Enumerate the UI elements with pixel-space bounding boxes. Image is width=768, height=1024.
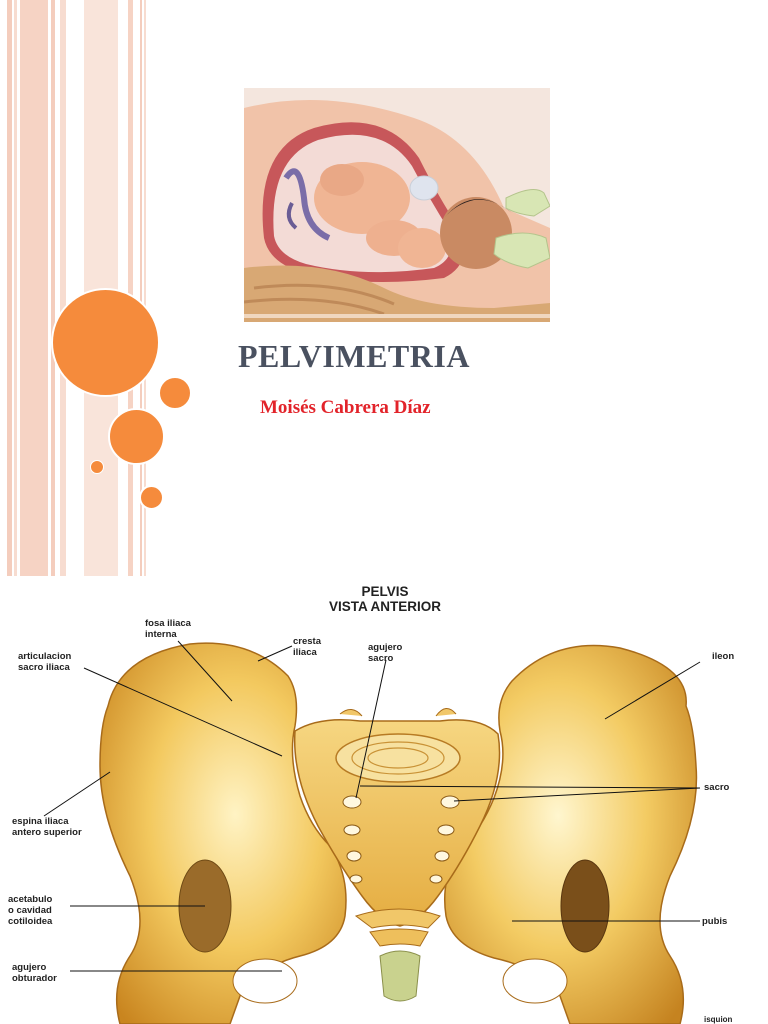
label-line: articulacion <box>18 651 72 662</box>
label-articulacion-sacro-iliaca <box>18 651 71 673</box>
label-line: cotiloidea <box>8 916 53 927</box>
label-sacro <box>704 782 729 793</box>
right-ilium <box>445 645 697 1024</box>
decorative-stripe <box>128 0 133 576</box>
decorative-stripe <box>20 0 48 576</box>
label-isquion <box>704 1014 732 1024</box>
label-line: interna <box>145 629 177 640</box>
label-line: pubis <box>702 916 728 927</box>
label-line: agujero <box>368 642 403 653</box>
label-line: sacro <box>704 782 730 793</box>
label-line: cresta <box>293 636 321 647</box>
label-line: antero superior <box>12 827 82 838</box>
decorative-stripe <box>60 0 66 576</box>
decorative-circle <box>90 460 104 474</box>
decorative-circle <box>108 408 165 465</box>
diagram-subheading: VISTA ANTERIOR <box>328 599 441 614</box>
left-ilium <box>100 643 346 1024</box>
pelvis-slide <box>0 576 768 1024</box>
decorative-circle-large <box>51 288 160 397</box>
label-line: fosa iliaca <box>145 618 191 629</box>
label-agujero-obturador <box>12 962 57 984</box>
author-name: Moisés Cabrera Díaz <box>260 397 431 418</box>
childbirth-illustration <box>244 88 550 322</box>
label-agujero-sacro <box>368 642 402 664</box>
label-fosa-iliaca <box>145 618 191 640</box>
label-line: isquion <box>704 1015 733 1024</box>
label-acetabulo <box>8 894 52 927</box>
label-line: o cavidad <box>8 905 52 916</box>
decorative-stripe <box>51 0 55 576</box>
label-pubis <box>702 916 727 927</box>
label-line: agujero <box>12 962 47 973</box>
label-line: sacro iliaca <box>18 662 70 673</box>
diagram-heading: PELVIS <box>361 584 409 599</box>
childbirth-drawing <box>244 88 550 322</box>
label-line: acetabulo <box>8 894 53 905</box>
label-line: sacro <box>368 653 394 664</box>
label-ileon <box>712 651 734 662</box>
decorative-stripe <box>14 0 17 576</box>
label-line: obturador <box>12 973 57 984</box>
decorative-circle <box>158 376 192 410</box>
label-line: iliaca <box>293 647 317 658</box>
label-espina-iliaca <box>12 816 82 838</box>
label-line: espina iliaca <box>12 816 69 827</box>
label-line: ileon <box>712 651 735 662</box>
slide-title: PELVIMETRIA <box>238 338 470 374</box>
decorative-stripe <box>7 0 12 576</box>
decorative-circle <box>139 485 164 510</box>
label-cresta-iliaca <box>293 636 321 658</box>
